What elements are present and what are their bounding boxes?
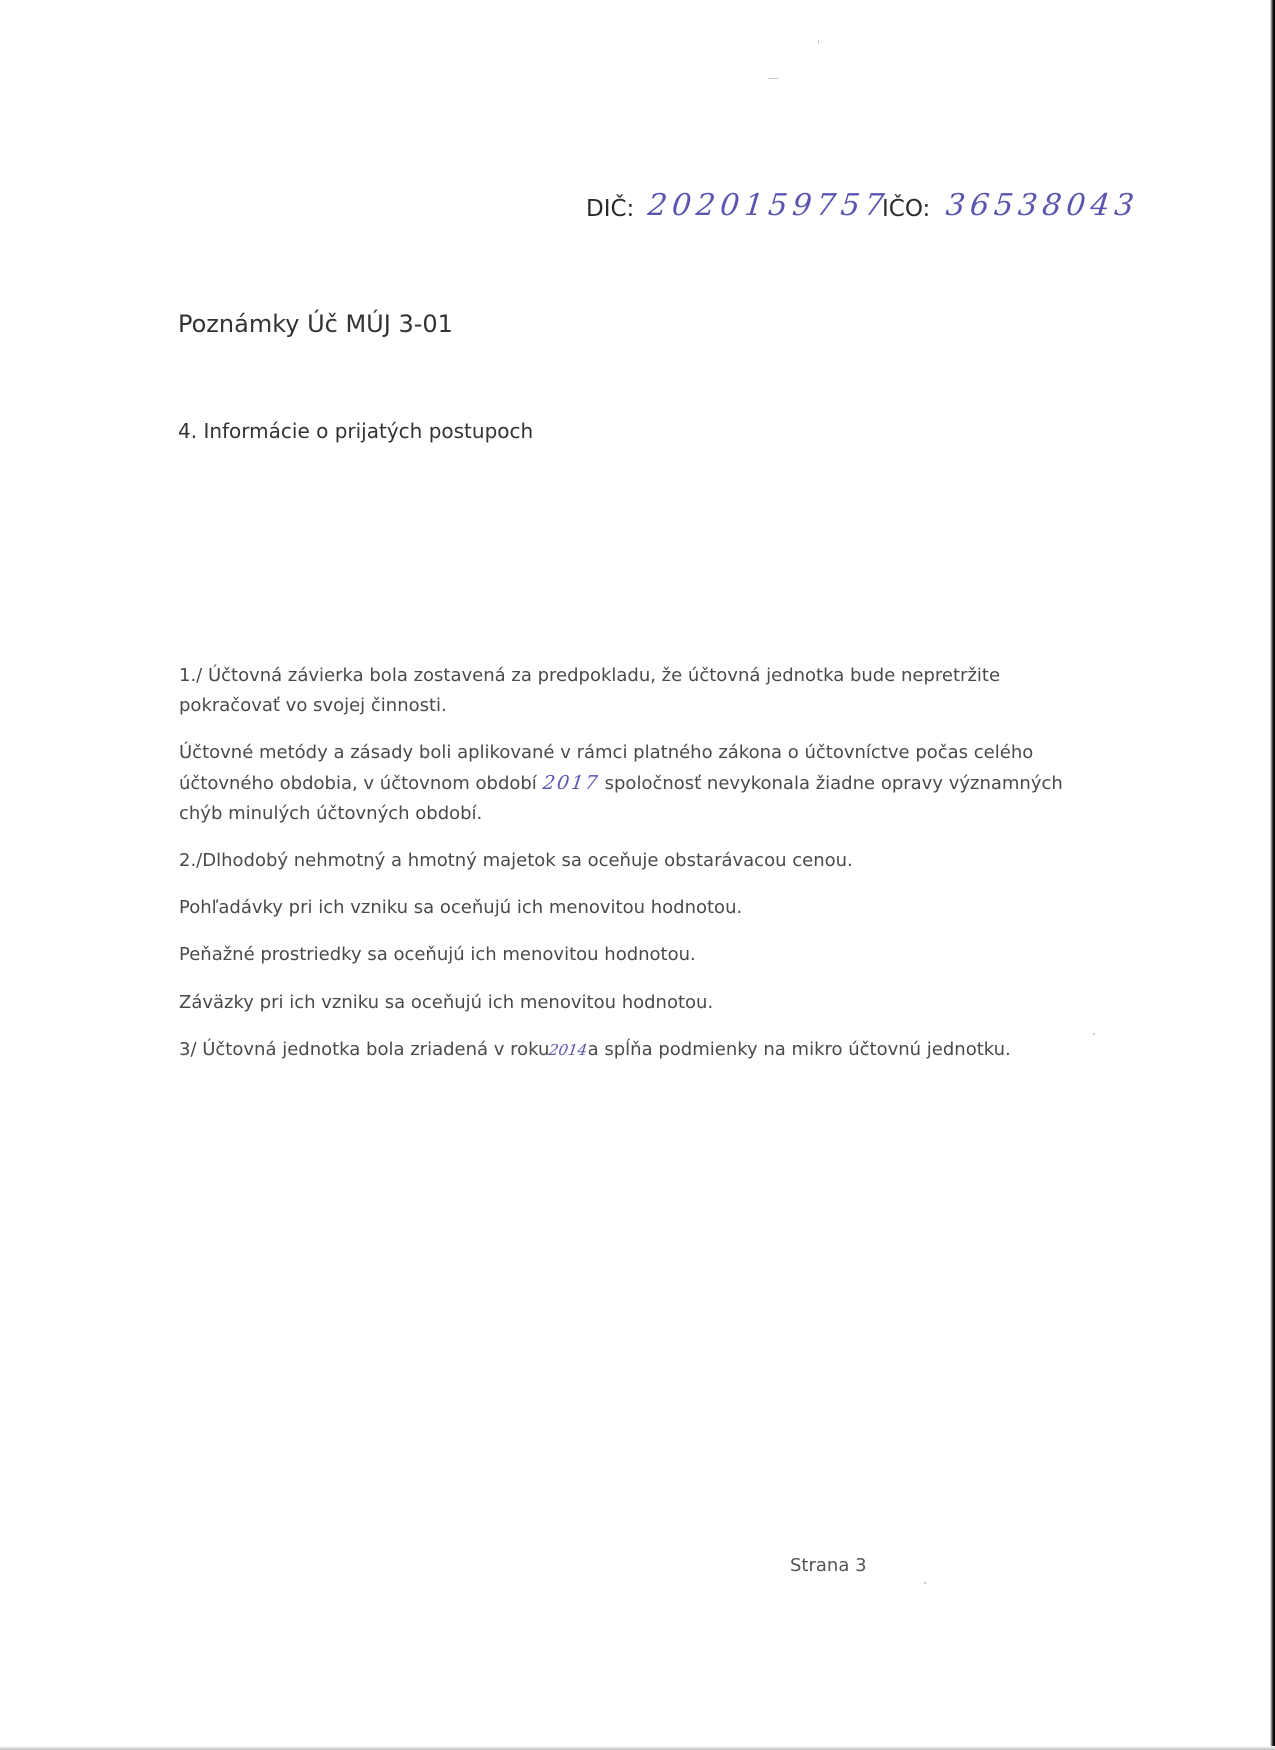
paragraph-long-term-assets: 2./Dlhodobý nehmotný a hmotný majetok sa oceňuje obstarávacou cenou. <box>179 850 853 871</box>
handwritten-year-founded: 2014 <box>548 1041 589 1059</box>
paragraph-accounting-methods-text: Účtovné metódy a zásady boli aplikované v rámci platného zákona o účtovníctve počas celého účtovného obdobia, v účtovnom období <box>179 742 1034 794</box>
scan-speck <box>924 1582 926 1584</box>
dic-handwritten-value: 2020159757 <box>646 188 891 223</box>
scan-speck <box>768 78 778 79</box>
paragraph-cash: Peňažné prostriedky sa oceňujú ich menovitou hodnotou. <box>179 944 696 965</box>
dic-label: DIČ: <box>586 196 635 222</box>
handwritten-year-period: 2017 <box>541 772 601 794</box>
scan-edge-shadow-bottom <box>0 1746 1275 1750</box>
scan-edge-shadow <box>1270 0 1275 1750</box>
paragraph-accounting-methods <box>179 738 1099 829</box>
paragraph-receivables: Pohľadávky pri ich vzniku sa oceňujú ich menovitou hodnotou. <box>179 897 743 918</box>
paragraph-micro-entity <box>179 1035 1099 1065</box>
page-number: Strana 3 <box>790 1555 867 1576</box>
scan-speck <box>1093 1033 1095 1035</box>
paragraph-liabilities: Záväzky pri ich vzniku sa oceňujú ich menovitou hodnotou. <box>179 992 714 1013</box>
tax-ids <box>586 188 1146 232</box>
paragraph-going-concern: 1./ Účtovná závierka bola zostavená za predpokladu, že účtovná jednotka bude nepretržite pokračovať vo svojej činnosti. <box>179 665 1001 716</box>
page-title: Poznámky Úč MÚJ 3-01 <box>178 310 453 338</box>
ico-handwritten-value: 36538043 <box>944 188 1141 223</box>
section-heading: 4. Informácie o prijatých postupoch <box>178 419 534 443</box>
paragraph-micro-entity-text: 3/ Účtovná jednotka bola zriadená v roku <box>179 1039 550 1060</box>
scan-speck <box>818 40 819 44</box>
ico-label: IČO: <box>882 196 931 222</box>
paragraph-accounting-methods-text-end: spoločnosť nevykonala žiadne opravy významných chýb minulých účtovných období. <box>179 773 1063 824</box>
paragraph-micro-entity-text-end: a spĺňa podmienky na mikro účtovnú jednotku. <box>587 1039 1011 1060</box>
